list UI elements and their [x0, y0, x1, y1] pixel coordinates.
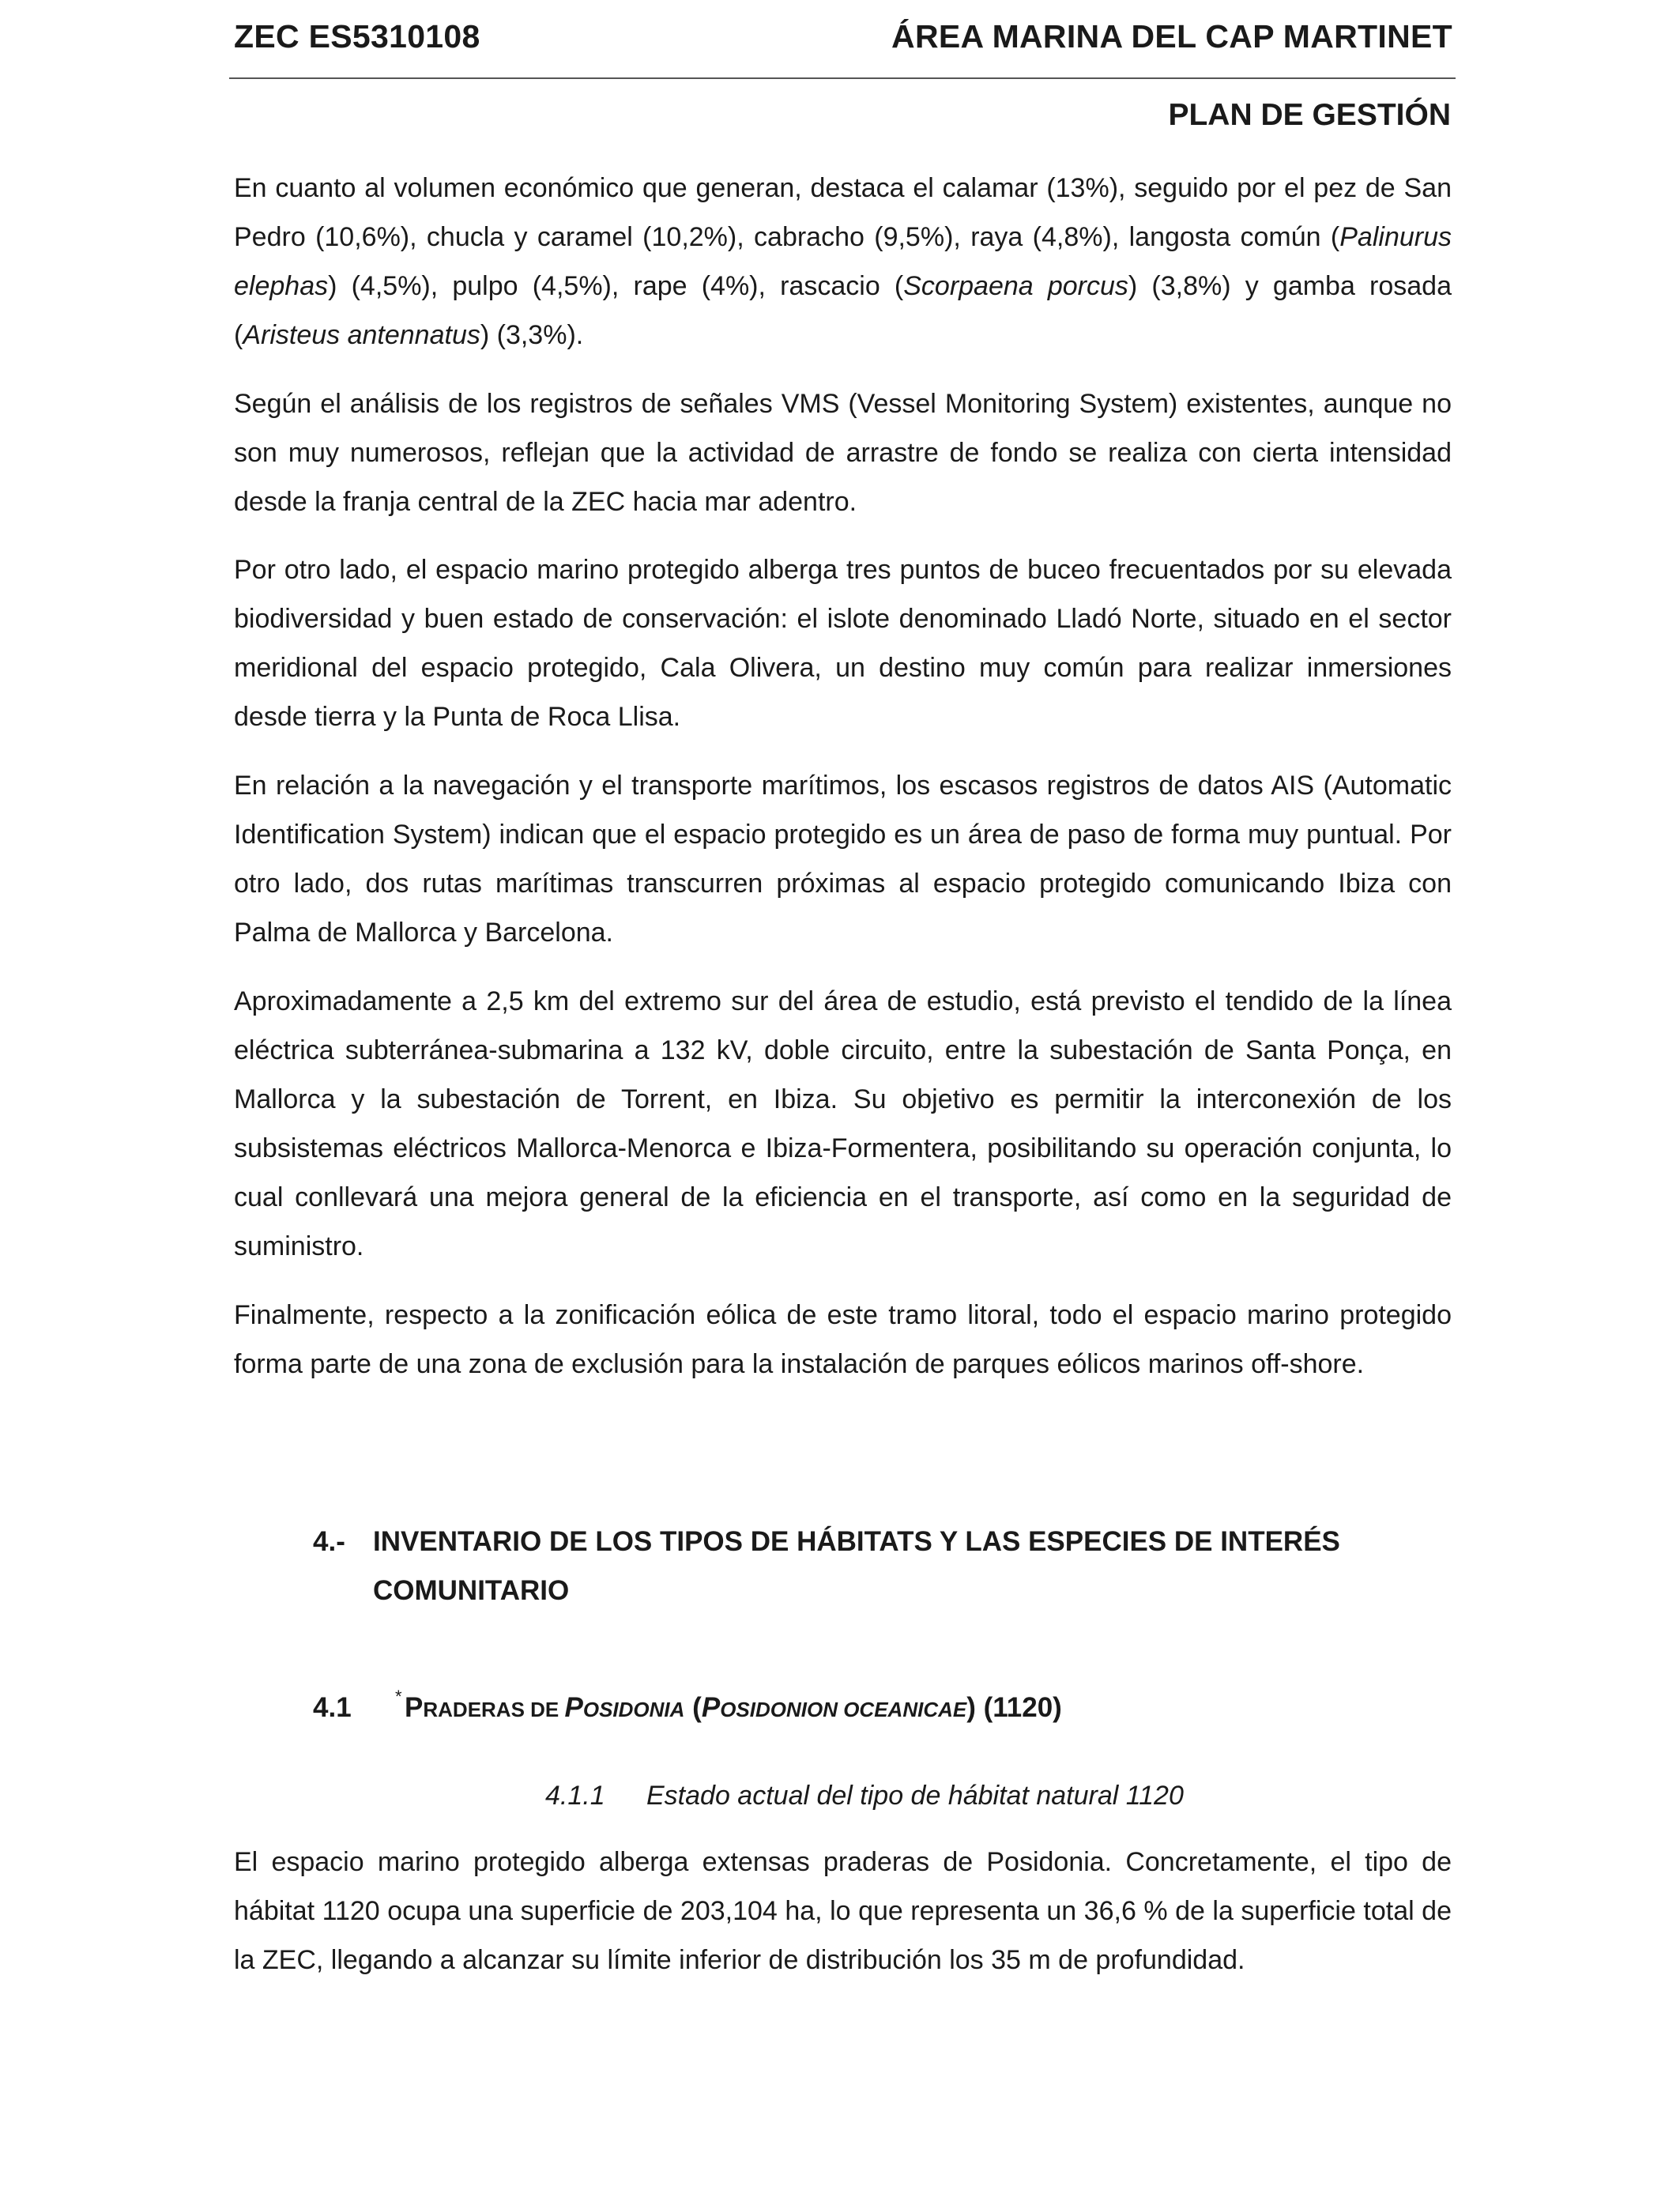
- paragraph-vms: [234, 379, 1452, 526]
- section-4-1-title: [405, 1683, 1062, 1734]
- section-4-1-1-heading: [545, 1771, 1184, 1820]
- title-cap-2: P: [564, 1692, 583, 1723]
- header-divider: [229, 77, 1456, 79]
- p2-text: Según el análisis de los registros de señales VMS (Vessel Monitoring System) existentes, aunque no son muy numerosos, reflejan que la actividad de arrastre de fondo se realiza con cierta intensidad desde la franja central de la ZEC hacia mar adentro.: [234, 389, 1452, 517]
- p1-text-c: ) (3,8%) y gamba rosada (: [234, 271, 1452, 350]
- header-area-title: ÁREA MARINA DEL CAP MARTINET: [891, 18, 1452, 55]
- header-zec-code: ZEC ES5310108: [234, 18, 480, 55]
- p3-text: Por otro lado, el espacio marino protegido alberga tres puntos de buceo frecuentados por su elevada biodiversidad y buen estado de conservación: el islote denominado Lladó Norte, situado en el sector meridional del espacio protegido, Cala Olivera, un destino muy común para realizar inmersiones desde tierra y la Punta de Roca Llisa.: [234, 555, 1452, 732]
- title-cap-3: P: [701, 1692, 721, 1723]
- section-4-1-1-number: 4.1.1: [545, 1781, 605, 1811]
- p1-text-d: ) (3,3%).: [480, 320, 584, 350]
- title-habitat-code: ) (1120): [966, 1692, 1062, 1723]
- paragraph-diving: [234, 545, 1452, 741]
- header-subtitle: PLAN DE GESTIÓN: [1168, 98, 1451, 132]
- p5-text: Aproximadamente a 2,5 km del extremo sur del área de estudio, está previsto el tendido de la línea eléctrica subterránea-submarina a 132 kV, doble circuito, entre la subestación de Santa Ponça, en Mallorca y la subestación de Torrent, en Ibiza. Su objetivo es permitir la interconexión de los subsistemas eléctricos Mallorca-Menorca e Ibiza-Formentera, posibilitando su operación conjunta, lo cual conllevará una mejora general de la eficiencia en el transporte, así como en la seguridad de suministro.: [234, 986, 1452, 1261]
- p4-text: En relación a la navegación y el transporte marítimos, los escasos registros de datos AIS (Automatic Identification System) indican que el espacio protegido es un área de paso de forma muy puntual. Por otro lado, dos rutas marítimas transcurren próximas al espacio protegido comunicando Ibiza con Palma de Mallorca y Barcelona.: [234, 771, 1452, 948]
- paragraph-navigation: [234, 761, 1452, 957]
- p1-text-a: En cuanto al volumen económico que generan, destaca el calamar (13%), seguido por el pez de San Pedro (10,6%), chucla y caramel (10,2%), cabracho (9,5%), raya (4,8%), langosta común (: [234, 173, 1452, 252]
- section-4-number: 4.-: [313, 1526, 345, 1557]
- species-palinurus: Palinurus elephas: [234, 222, 1452, 301]
- section-4-1-number: 4.1: [313, 1692, 352, 1723]
- paragraph-electric-line: [234, 977, 1452, 1271]
- p7-text: El espacio marino protegido alberga extensas praderas de Posidonia. Concretamente, el tipo de hábitat 1120 ocupa una superficie de 203,104 ha, lo que representa un 36,6 % de la superficie total de la ZEC, llegando a alcanzar su límite inferior de distribución los 35 m de profundidad.: [234, 1847, 1452, 1975]
- title-smallcaps-1: RADERAS DE: [423, 1698, 565, 1721]
- title-smallcaps-2: OSIDONIA: [582, 1698, 685, 1721]
- species-scorpaena: Scorpaena porcus: [903, 271, 1128, 301]
- p1-text-b: ) (4,5%), pulpo (4,5%), rape (4%), rascacio (: [328, 271, 904, 301]
- paragraph-posidonia-extent: [234, 1838, 1452, 1985]
- paragraph-economic-volume: [234, 164, 1452, 360]
- priority-asterisk: *: [395, 1687, 402, 1706]
- title-cap-1: P: [405, 1692, 424, 1723]
- species-aristeus: Aristeus antennatus: [243, 320, 480, 350]
- section-4-title: INVENTARIO DE LOS TIPOS DE HÁBITATS Y LAS ESPECIES DE INTERÉS COMUNITARIO: [373, 1526, 1340, 1606]
- title-paren-open: (: [684, 1692, 702, 1723]
- title-smallcaps-3: OSIDONION OCEANICAE: [720, 1698, 967, 1721]
- p6-text: Finalmente, respecto a la zonificación eólica de este tramo litoral, todo el espacio marino protegido forma parte de una zona de exclusión para la instalación de parques eólicos marinos off-shore.: [234, 1300, 1452, 1379]
- paragraph-wind-zoning: [234, 1291, 1452, 1389]
- section-4-1-1-title: Estado actual del tipo de hábitat natural 1120: [646, 1781, 1184, 1811]
